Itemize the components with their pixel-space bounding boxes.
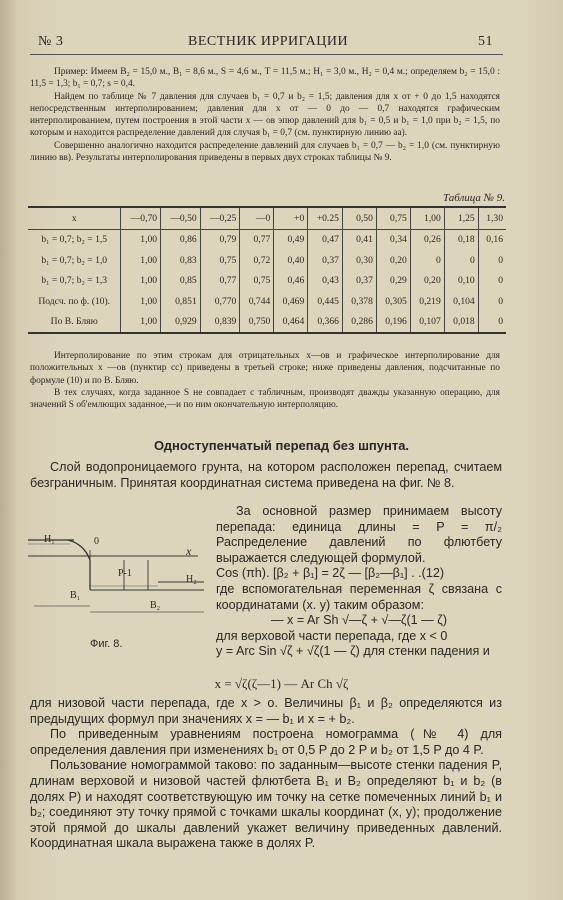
header-cell: x xyxy=(28,207,121,229)
table-cell: 0 xyxy=(478,271,506,292)
table-cell: 0 xyxy=(410,250,444,271)
header-cell: 1,00 xyxy=(410,207,444,229)
table-cell: 0,46 xyxy=(274,271,308,292)
table-row xyxy=(28,312,506,334)
table-cell: 0,86 xyxy=(161,229,201,250)
fig-label-h1: H₁ xyxy=(44,534,55,545)
interpolation-paragraph: Найдем по таблице № 7 давления для случаев b₁ = 0,7 и b₂ = 1,5; давления для x от + 0 до 1,5 находятся непосредственным интерполированием; давления для x от — 0 до — 0,7 находятся графическим интерполированием, путем построения в этой части x — ов эпюр давлений для b₁ = 0,5 и b₁ = 1,0 при b₂ = 1,5, по которым и находится распределение давлений для случая b₁ = 0,7 (см. пунктирную линию аа). xyxy=(30,91,500,139)
table-cell: 0,20 xyxy=(410,271,444,292)
section-intro-paragraph: Слой водопроницаемого грунта, на котором расположен перепад, считаем безграничным. Принятая координатная система приведена на фиг. № 8. xyxy=(30,460,502,490)
fig-label-b1: B₁ xyxy=(70,590,81,601)
fig-label-b2: B₂ xyxy=(150,600,161,611)
row-label: По В. Бляю xyxy=(28,312,121,334)
table-caption: Таблица № 9. xyxy=(442,192,505,204)
table-cell: 0 xyxy=(478,312,506,334)
page-number: 51 xyxy=(478,34,493,49)
fig-label-h2: H₂ xyxy=(186,574,197,585)
table-cell: 0,40 xyxy=(274,250,308,271)
right-column-text xyxy=(216,504,502,660)
table-cell: 0,18 xyxy=(444,229,478,250)
table-cell: 1,00 xyxy=(121,271,161,292)
header-cell: 0,50 xyxy=(342,207,376,229)
similar-paragraph: Совершенно аналогично находится распределение давлений для случаев b₁ = 0,7 — b₂ = 1,0 (см. пунктирную линию вв). Результаты интерполирования приведены в первых двух строках таблицы № 9. xyxy=(30,140,500,164)
fig-label-zero: 0 xyxy=(94,536,99,547)
table-cell: 0,744 xyxy=(240,291,274,312)
table-cell: 0,839 xyxy=(200,312,240,334)
header-cell: 0,75 xyxy=(376,207,410,229)
table-cell: 0,104 xyxy=(444,291,478,312)
closing-text xyxy=(30,696,502,852)
table-cell: 0,10 xyxy=(444,271,478,292)
table-cell: 0,018 xyxy=(444,312,478,334)
figure-caption: Фиг. 8. xyxy=(90,638,123,650)
header-cell: —0,25 xyxy=(200,207,240,229)
table-row xyxy=(28,250,506,271)
header-cell: 1,30 xyxy=(478,207,506,229)
table-cell: 0,750 xyxy=(240,312,274,334)
journal-title: ВЕСТНИК ИРРИГАЦИИ xyxy=(188,34,349,49)
table-cell: 0,85 xyxy=(161,271,201,292)
equation-y-wall: y = Arc Sin √ζ + √ζ(1 — ζ) для стенки падения и xyxy=(216,644,490,659)
table-cell: 0,770 xyxy=(200,291,240,312)
table-cell: 0,75 xyxy=(240,271,274,292)
issue-number: № 3 xyxy=(38,34,64,49)
table-cell: 0 xyxy=(478,250,506,271)
table-cell: 0,34 xyxy=(376,229,410,250)
interp-note-paragraph: Интерполирование по этим строкам для отрицательных x—ов и графическое интерполирование для положительных x —ов (пунктир сс) приведены в третьей строке; ниже приведены давления, подсчитанные по формуле (10) и по В. Бляю. xyxy=(30,351,500,386)
header-cell: —0,70 xyxy=(121,207,161,229)
fig-label-x: x xyxy=(186,544,192,558)
table-9 xyxy=(28,206,506,334)
table-cell: 0,37 xyxy=(308,250,343,271)
table-cell: 0,30 xyxy=(342,250,376,271)
table-cell: 0,445 xyxy=(308,291,343,312)
table-cell: 0,83 xyxy=(161,250,201,271)
row-label: b₁ = 0,7; b₂ = 1,3 xyxy=(41,275,108,287)
example-paragraph: Пример: Имеем B₂ = 15,0 м., B₁ = 8,6 м., S = 4,6 м., T = 11,5 м.; H₁ = 3,0 м., H₂ = 0,4 м.; определяем b₂ = 15,0 : 11,5 = 1,3; b₁ = 0,7; s = 0,4. xyxy=(30,67,500,90)
variable-paragraph: где вспомогательная переменная ζ связана с координатами (x. y) таким образом: xyxy=(216,581,502,612)
table-cell: 0,366 xyxy=(308,312,343,334)
table-header-row xyxy=(28,207,506,229)
usage-paragraph: Пользование номограммой таково: по заданным—высоте стенки падения P, длинам верховой и низовой частей флютбета B₁ и B₂ определяют b₁ и b₂ (в долях P) и находят соответствующую им точку на сетке помеченных линий b₁ и b₂; соединяют эту точку прямой с точками шкалы координат (x, y); продолжение этой прямой до шкалы давлений укажет величину приведенных давлений. Координатная шкала выражена также в долях P. xyxy=(30,758,502,851)
table-cell: 0,75 xyxy=(200,250,240,271)
table-cell: 0,26 xyxy=(410,229,444,250)
intro-text xyxy=(30,66,500,164)
table-cell: 0,107 xyxy=(410,312,444,334)
table-cell: 0,47 xyxy=(308,229,343,250)
row-label: b₁ = 0,7; b₂ = 1,5 xyxy=(28,229,121,250)
section-intro xyxy=(30,460,502,491)
table-cell: 0,77 xyxy=(240,229,274,250)
after-table-text xyxy=(30,350,500,411)
nomogram-paragraph: По приведенным уравнениям построена номограмма (№ 4) для определения давления при изменениях b₁ от 0,5 P до 2 P и b₂ от 1,5 P до 4 P. xyxy=(30,727,502,757)
header-cell: 1,25 xyxy=(444,207,478,229)
table-cell: 0,79 xyxy=(200,229,240,250)
table-cell: 1,00 xyxy=(121,291,161,312)
header-cell: +0.25 xyxy=(308,207,343,229)
table-cell: 1,00 xyxy=(121,229,161,250)
upper-part-paragraph: для верховой части перепада, где x < 0 xyxy=(216,628,448,643)
base-size-paragraph: За основной размер принимаем высоту перепада: единица длины = P = π/₂ Распределение давлений по флютбету выражается следующей формулой. xyxy=(216,504,502,565)
fig-label-p1: P-1 xyxy=(118,568,132,579)
table-cell: 1,00 xyxy=(121,312,161,334)
equation-x-upper: — x = Ar Sh √—ζ + √—ζ(1 — ζ) xyxy=(270,613,448,628)
table-cell: 0,29 xyxy=(376,271,410,292)
table-cell: 0 xyxy=(444,250,478,271)
equation-12: Cos (πh). [β₂ + β₁] = 2ζ — [β₂—β₁] . .(12) xyxy=(216,566,445,581)
s-note-paragraph: В тех случаях, когда заданное S не совпадает с табличным, производят дважды указанную операцию, для значений S об'емлющих заданное,—и по ним окончательную интерполяцию. xyxy=(30,387,500,411)
table-cell: 0,378 xyxy=(342,291,376,312)
equation-x-lower: x = √ζ(ζ—1) — Ar Ch √ζ xyxy=(214,676,349,691)
table-row xyxy=(28,291,506,312)
table-row xyxy=(28,271,506,292)
table-cell: 0,305 xyxy=(376,291,410,312)
table-cell: 0,929 xyxy=(161,312,201,334)
page-header xyxy=(38,34,493,52)
table-cell: 0,196 xyxy=(376,312,410,334)
table-cell: 0,41 xyxy=(342,229,376,250)
table-cell: 0,77 xyxy=(200,271,240,292)
table-cell: 0,49 xyxy=(274,229,308,250)
table-cell: 0,72 xyxy=(240,250,274,271)
table-cell: 0,43 xyxy=(308,271,343,292)
table-cell: 0,37 xyxy=(342,271,376,292)
table-cell: 0,286 xyxy=(342,312,376,334)
section-title: Одноступенчатый перепад без шпунта. xyxy=(153,438,410,453)
table-cell: 0,16 xyxy=(478,229,506,250)
table-cell: 0,851 xyxy=(161,291,201,312)
table-cell: 0,464 xyxy=(274,312,308,334)
header-cell: —0 xyxy=(240,207,274,229)
table-cell: 1,00 xyxy=(121,250,161,271)
header-rule xyxy=(30,54,503,55)
table-row xyxy=(28,229,506,250)
header-cell: +0 xyxy=(274,207,308,229)
table-cell: 0,219 xyxy=(410,291,444,312)
table-cell: 0 xyxy=(478,291,506,312)
table-cell: 0,469 xyxy=(274,291,308,312)
lower-part-paragraph: для низовой части перепада, где x > o. Величины β₁ и β₂ определяются из предыдущих формул при значениях x = — b₁ и x = + b₂. xyxy=(30,696,502,726)
header-cell: —0,50 xyxy=(161,207,201,229)
table-cell: 0,20 xyxy=(376,250,410,271)
row-label: Подсч. по ф. (10). xyxy=(38,295,111,307)
row-label: b₁ = 0,7; b₂ = 1,0 xyxy=(41,254,108,266)
